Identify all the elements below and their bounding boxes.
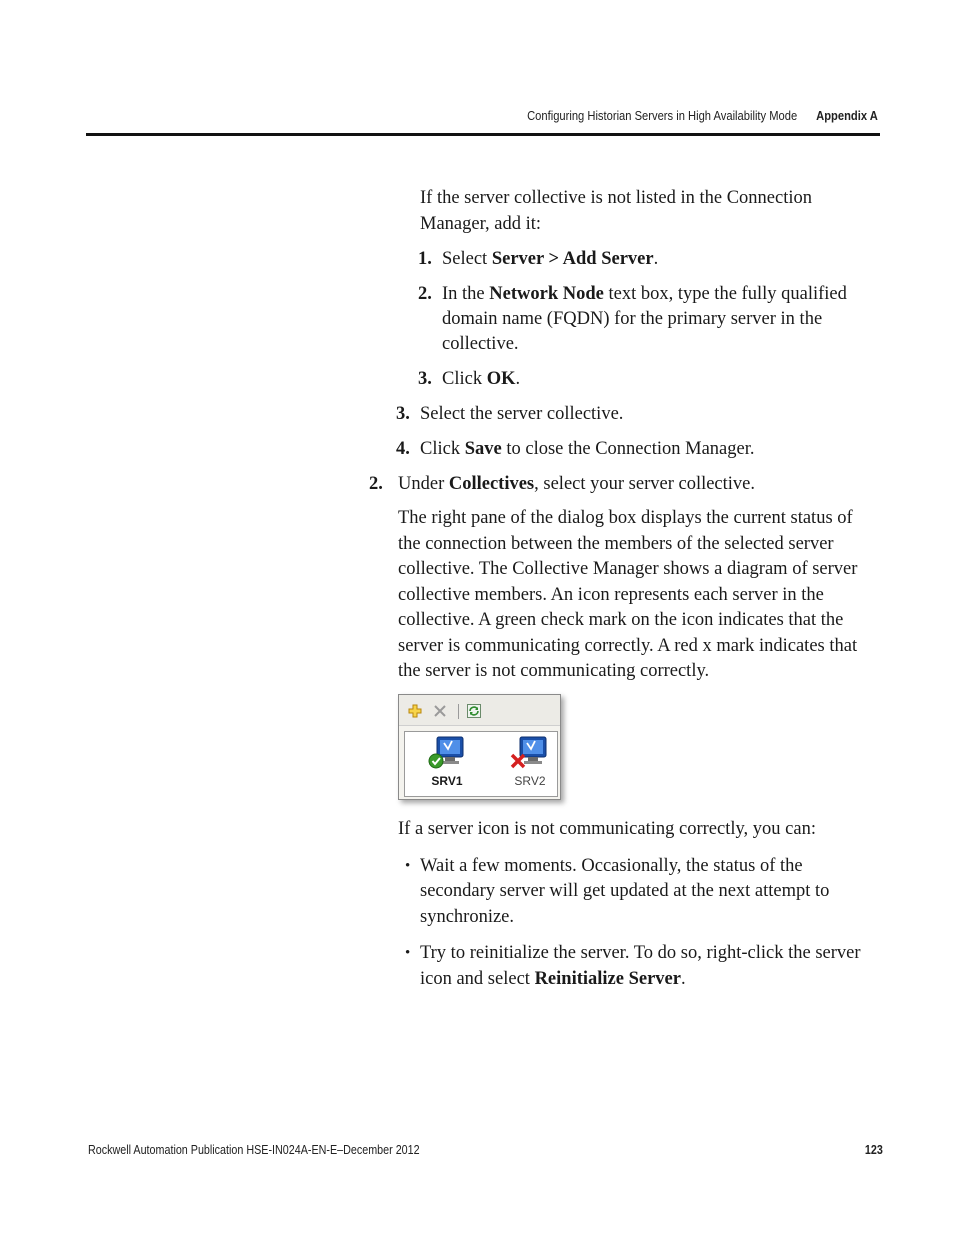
appendix-label: Appendix A xyxy=(816,108,878,123)
paragraph-line: The right pane of the dialog box displays the current status of xyxy=(398,508,853,528)
substep-number: 1. xyxy=(418,249,432,269)
paragraph-line: server is communicating correctly. A red x mark indicates that xyxy=(398,636,858,656)
page-number: 123 xyxy=(865,1143,883,1157)
toolbar-separator xyxy=(458,704,459,719)
server-computer-icon xyxy=(424,734,470,774)
server-label: SRV2 xyxy=(514,774,546,788)
bullet-line: Wait a few moments. Occasionally, the status of the xyxy=(420,856,803,876)
server-node-srv1[interactable] xyxy=(424,734,470,794)
paragraph-line: the connection between the members of the selected server xyxy=(398,534,834,554)
toolbar xyxy=(399,695,560,726)
substep-number: 2. xyxy=(418,284,432,304)
header-rule xyxy=(86,133,880,136)
server-node-srv2[interactable] xyxy=(507,734,553,794)
step-number: 4. xyxy=(396,439,410,459)
footer-publication: Rockwell Automation Publication HSE-IN024A-EN-E–December 2012 xyxy=(88,1143,420,1157)
bullet-line: synchronize. xyxy=(420,907,515,927)
server-label: SRV1 xyxy=(431,774,463,788)
bullet-icon: • xyxy=(405,858,411,874)
red-x-icon xyxy=(512,755,524,767)
plus-icon[interactable] xyxy=(407,703,423,719)
collective-diagram-pane xyxy=(404,731,558,797)
substep-text-line-3: collective. xyxy=(442,334,519,354)
bullet-line: icon and select Reinitialize Server. xyxy=(420,969,686,989)
intro-line-1: If the server collective is not listed in the Connection xyxy=(420,188,812,208)
main-step-number: 2. xyxy=(369,474,383,494)
intro-line-2: Manager, add it: xyxy=(420,214,542,234)
substep-number: 3. xyxy=(418,369,432,389)
green-check-icon xyxy=(429,754,443,768)
step-text: Click Save to close the Connection Manager. xyxy=(420,439,755,459)
paragraph-line: collective. A green check mark on the icon indicates that the xyxy=(398,610,844,630)
section-title: Configuring Historian Servers in High Availability Mode xyxy=(527,108,798,123)
bullet-icon: • xyxy=(405,945,411,961)
substep-text: Select Server > Add Server. xyxy=(442,249,659,269)
bullet-line: secondary server will get updated at the next attempt to xyxy=(420,881,830,901)
paragraph-line: collective members. An icon represents each server in the xyxy=(398,585,824,605)
server-computer-icon xyxy=(507,734,553,774)
if-text: If a server icon is not communicating correctly, you can: xyxy=(398,819,816,839)
substep-text-line-2: domain name (FQDN) for the primary server in the xyxy=(442,309,823,329)
main-step-text: Under Collectives, select your server collective. xyxy=(398,474,756,494)
bullet-line: Try to reinitialize the server. To do so, right-click the server xyxy=(420,943,861,963)
step-number: 3. xyxy=(396,404,410,424)
x-icon[interactable] xyxy=(432,703,448,719)
paragraph-line: collective. The Collective Manager shows a diagram of server xyxy=(398,559,858,579)
refresh-icon[interactable] xyxy=(466,703,482,719)
substep-text: In the Network Node text box, type the fully qualified xyxy=(442,284,847,304)
paragraph-line: the server is not communicating correctly. xyxy=(398,661,710,681)
collective-manager-screenshot xyxy=(398,694,561,800)
running-header xyxy=(527,108,878,123)
substep-text: Click OK. xyxy=(442,369,521,389)
step-text: Select the server collective. xyxy=(420,404,624,424)
